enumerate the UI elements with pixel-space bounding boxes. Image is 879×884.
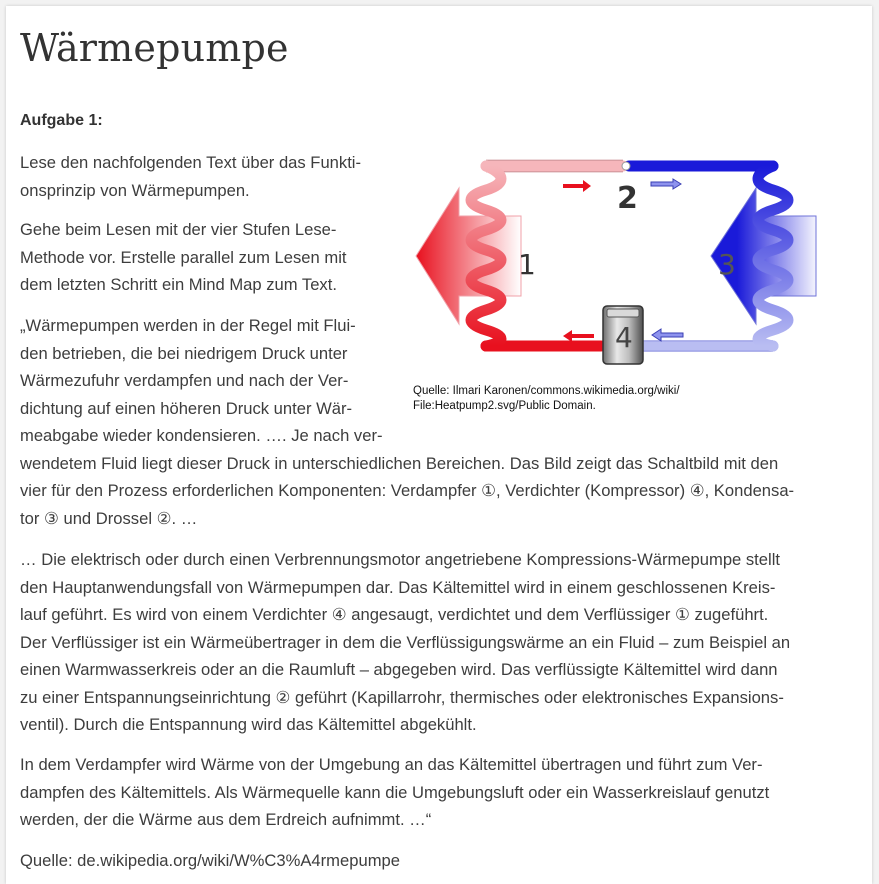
flow-arrow-icon — [652, 329, 683, 341]
text-line: dampfen des Kältemittels. Als Wärmequelle kann die Umgebungsluft oder ein Wasserkreislauf genutzt — [20, 782, 770, 802]
text-line: Methode vor. Erstelle parallel zum Lesen mit — [20, 247, 347, 267]
text-line: In dem Verdampfer wird Wärme von der Umgebung an das Kältemittel übertragen und führt zum Ver- — [20, 755, 763, 774]
heatpump-diagram — [411, 146, 831, 381]
task-label: Aufgabe 1: — [20, 112, 103, 129]
label-4: 4 — [615, 321, 633, 354]
text-line: vier für den Prozess erforderlichen Komponenten: Verdampfer ①, Verdichter (Kompressor) ④, Kondensa- — [20, 481, 795, 500]
text-line: werden, der die Wärme aus dem Erdreich aufnimmt. …“ — [20, 810, 432, 829]
text-line: Der Verflüssiger ist ein Wärmeübertrager in dem die Verflüssigungswärme an ein Fluid – zum Beispiel an — [20, 632, 791, 652]
caption-line: Quelle: Ilmari Karonen/commons.wikimedia.org/wiki/ — [413, 385, 680, 397]
text-line: „Wärmepumpen werden in der Regel mit Flui- — [20, 316, 356, 335]
source-line: Quelle: de.wikipedia.org/wiki/W%C3%A4rmepumpe — [20, 851, 400, 870]
text-line: dem letzten Schritt ein Mind Map zum Text. — [20, 275, 337, 294]
text-line: … Die elektrisch oder durch einen Verbrennungsmotor angetriebene Kompressions-Wärmepumpe stellt — [20, 550, 781, 569]
flow-arrow-icon — [563, 180, 591, 192]
text-line: dichtung auf einen höheren Druck unter Wär- — [20, 398, 353, 418]
throttle-valve — [622, 162, 630, 170]
text-line: lauf geführt. Es wird von einem Verdichter ④ angesaugt, verdichtet und dem Verflüssiger ① zugeführt. — [20, 605, 769, 624]
article-card — [6, 6, 872, 884]
flow-arrow-icon — [651, 179, 681, 189]
flow-arrow-icon — [563, 330, 594, 342]
label-2: 2 — [617, 181, 638, 216]
figure-caption — [413, 384, 833, 414]
intro-paragraph — [20, 149, 396, 204]
text-line: tor ③ und Drossel ②. … — [20, 508, 198, 528]
text-line: onsprinzip von Wärmepumpen. — [20, 180, 250, 200]
text-line: meabgabe wieder kondensieren. …. Je nach ver- — [20, 426, 383, 445]
text-line: den betrieben, die bei niedrigem Druck unter — [20, 343, 348, 363]
quote-paragraph-2 — [20, 546, 856, 739]
label-3: 3 — [718, 248, 736, 281]
quote-paragraph-3 — [20, 751, 856, 834]
text-line: Lese den nachfolgenden Text über das Funkti- — [20, 153, 362, 172]
text-line: Wärmezufuhr verdampfen und nach der Ver- — [20, 371, 349, 390]
label-1: 1 — [518, 248, 536, 281]
text-line: zu einer Entspannungseinrichtung ② geführt (Kapillarrohr, thermisches oder elektronisches Expansions- — [20, 687, 784, 707]
instruction-paragraph — [20, 216, 396, 299]
page-title: Wärmepumpe — [20, 26, 289, 70]
text-line: wendetem Fluid liegt dieser Druck in unterschiedlichen Bereichen. Das Bild zeigt das Schaltbild mit den — [20, 453, 779, 473]
caption-line: File:Heatpump2.svg/Public Domain. — [413, 400, 596, 412]
text-line: einen Warmwasserkreis oder an die Raumluft – abgegeben wird. Das verflüssigte Kältemittel wird dann — [20, 660, 778, 679]
text-line: Gehe beim Lesen mit der vier Stufen Lese- — [20, 220, 337, 239]
text-line: ventil). Durch die Entspannung wird das Kältemittel abgekühlt. — [20, 715, 477, 734]
heatpump-diagram-figure — [411, 146, 831, 436]
text-line: den Hauptanwendungsfall von Wärmepumpen dar. Das Kältemittel wird in einem geschlossenen Kreis- — [20, 577, 776, 597]
